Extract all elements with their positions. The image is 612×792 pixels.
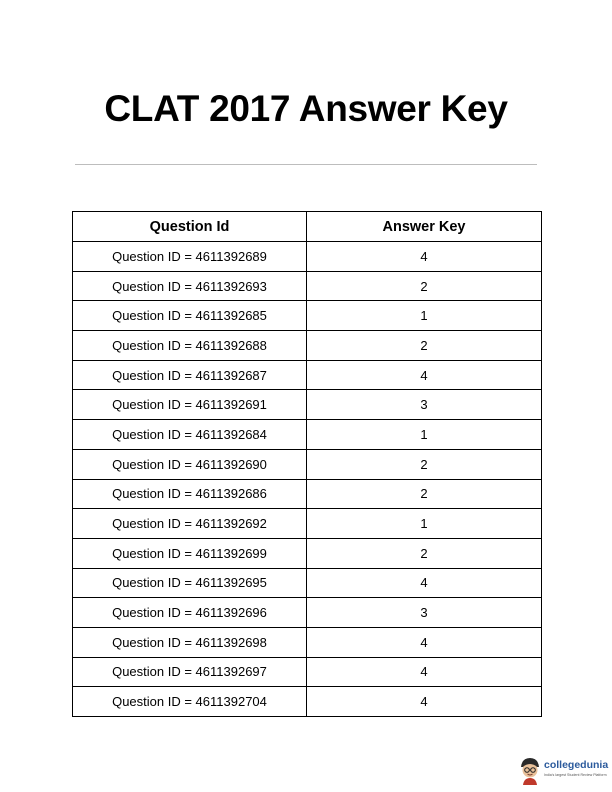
table-row [73,687,542,717]
question-id-cell: Question ID = 4611392695 [73,568,307,598]
question-id-cell: Question ID = 4611392693 [73,271,307,301]
question-id-cell: Question ID = 4611392688 [73,331,307,361]
table-row [73,509,542,539]
question-id-cell: Question ID = 4611392689 [73,242,307,272]
answer-key-table [72,211,542,717]
student-mascot-icon [518,755,542,785]
table-row [73,598,542,628]
question-id-cell: Question ID = 4611392690 [73,449,307,479]
answer-key-cell: 4 [307,627,542,657]
table-row [73,390,542,420]
question-id-cell: Question ID = 4611392686 [73,479,307,509]
column-header-question-id: Question Id [73,212,307,242]
table-row [73,331,542,361]
question-id-cell: Question ID = 4611392692 [73,509,307,539]
collegedunia-logo [518,755,612,785]
page-title: CLAT 2017 Answer Key [104,88,508,129]
question-id-cell: Question ID = 4611392704 [73,687,307,717]
table-row [73,271,542,301]
question-id-cell: Question ID = 4611392684 [73,420,307,450]
answer-key-cell: 2 [307,538,542,568]
logo-tagline: India's largest Student Review Platform [544,773,607,777]
title-divider [75,164,537,165]
table-row [73,449,542,479]
question-id-cell: Question ID = 4611392696 [73,598,307,628]
table-row [73,301,542,331]
answer-key-cell: 4 [307,687,542,717]
question-id-cell: Question ID = 4611392697 [73,657,307,687]
answer-key-cell: 4 [307,568,542,598]
answer-key-cell: 3 [307,390,542,420]
table-row [73,568,542,598]
answer-key-cell: 2 [307,479,542,509]
answer-key-cell: 1 [307,509,542,539]
answer-key-cell: 1 [307,301,542,331]
answer-key-cell: 2 [307,331,542,361]
table-row [73,479,542,509]
answer-key-cell: 4 [307,657,542,687]
logo-brand-text: collegedunia [544,759,609,771]
question-id-cell: Question ID = 4611392685 [73,301,307,331]
answer-key-cell: 2 [307,271,542,301]
answer-key-cell: 3 [307,598,542,628]
question-id-cell: Question ID = 4611392691 [73,390,307,420]
table-row [73,657,542,687]
table-row [73,627,542,657]
answer-key-cell: 4 [307,242,542,272]
column-header-answer-key: Answer Key [307,212,542,242]
table-header-row [73,212,542,242]
answer-key-cell: 2 [307,449,542,479]
table-row [73,538,542,568]
table-row [73,420,542,450]
answer-key-cell: 4 [307,360,542,390]
table-row [73,242,542,272]
question-id-cell: Question ID = 4611392699 [73,538,307,568]
question-id-cell: Question ID = 4611392698 [73,627,307,657]
question-id-cell: Question ID = 4611392687 [73,360,307,390]
answer-key-cell: 1 [307,420,542,450]
table-row [73,360,542,390]
